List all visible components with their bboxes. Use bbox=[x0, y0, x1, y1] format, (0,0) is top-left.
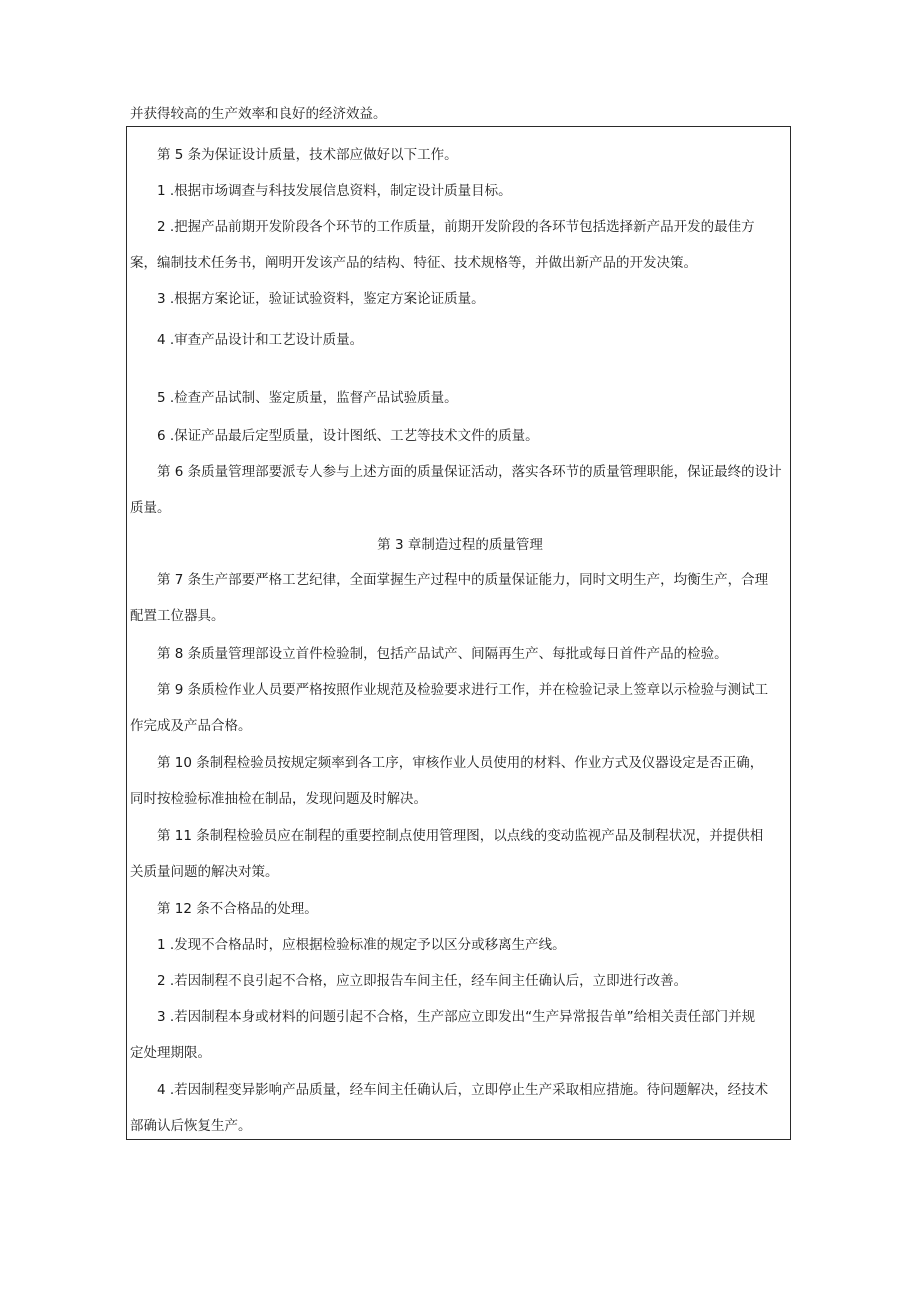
paragraph-line: 6 .保证产品最后定型质量，设计图纸、工艺等技术文件的质量。 bbox=[157, 428, 539, 444]
article-7 bbox=[130, 570, 789, 626]
article-10 bbox=[130, 753, 789, 809]
paragraph-line: 3 .若因制程本身或材料的问题引起不合格，生产部应立即发出“生产异常报告单”给相关责任部门并规 bbox=[157, 1009, 756, 1025]
paragraph-line-continued: 配置工位器具。 bbox=[130, 608, 225, 624]
article-11 bbox=[130, 826, 789, 882]
item-4 bbox=[157, 330, 789, 350]
paragraph-line: 第 9 条质检作业人员要严格按照作业规范及检验要求进行工作，并在检验记录上签章以示检验与测试工 bbox=[157, 682, 769, 698]
paragraph-line: 第 11 条制程检验员应在制程的重要控制点使用管理图，以点线的变动监视产品及制程状况，并提供相 bbox=[157, 828, 764, 844]
item-2 bbox=[130, 217, 789, 273]
article-12 bbox=[157, 899, 789, 919]
paragraph-line: 3 .根据方案论证，验证试验资料，鉴定方案论证质量。 bbox=[157, 291, 485, 307]
paragraph-line: 1 .发现不合格品时，应根据检验标准的规定予以区分或移离生产线。 bbox=[157, 937, 566, 953]
paragraph-line: 2 .把握产品前期开发阶段各个环节的工作质量，前期开发阶段的各环节包括选择新产品开发的最佳方 bbox=[157, 219, 755, 235]
top-continuation-text: 并获得较高的生产效率和良好的经济效益。 bbox=[130, 106, 387, 122]
item-1 bbox=[157, 181, 789, 201]
paragraph-line-continued: 关质量问题的解决对策。 bbox=[130, 864, 279, 880]
paragraph-line: 4 .若因制程变异影响产品质量，经车间主任确认后，立即停止生产采取相应措施。待问题解决，经技术 bbox=[157, 1082, 769, 1098]
item-12-3 bbox=[130, 1007, 789, 1063]
item-12-2 bbox=[157, 971, 789, 991]
article-5 bbox=[157, 145, 789, 165]
paragraph-line-continued: 部确认后恢复生产。 bbox=[130, 1118, 252, 1134]
item-12-1 bbox=[157, 935, 789, 955]
paragraph-line: 1 .根据市场调查与科技发展信息资料，制定设计质量目标。 bbox=[157, 183, 512, 199]
item-3 bbox=[157, 289, 789, 309]
paragraph-line-continued: 同时按检验标准抽检在制品，发现问题及时解决。 bbox=[130, 791, 427, 807]
paragraph-line: 第 7 条生产部要严格工艺纪律，全面掌握生产过程中的质量保证能力，同时文明生产，均衡生产，合理 bbox=[157, 572, 769, 588]
paragraph-line: 5 .检查产品试制、鉴定质量，监督产品试验质量。 bbox=[157, 390, 458, 406]
article-6 bbox=[130, 462, 789, 518]
paragraph-line-continued: 作完成及产品合格。 bbox=[130, 718, 252, 734]
paragraph-line-continued: 案，编制技术任务书，阐明开发该产品的结构、特征、技术规格等，并做出新产品的开发决策。 bbox=[130, 255, 697, 271]
article-8 bbox=[157, 644, 789, 664]
chapter-title: 第 3 章制造过程的质量管理 bbox=[377, 537, 543, 553]
article-9 bbox=[130, 680, 789, 736]
item-6 bbox=[157, 426, 789, 446]
paragraph-line-continued: 质量。 bbox=[130, 500, 171, 516]
paragraph-line: 第 10 条制程检验员按规定频率到各工序，审核作业人员使用的材料、作业方式及仪器设定是否正确， bbox=[157, 755, 764, 771]
paragraph-line: 第 8 条质量管理部设立首件检验制，包括产品试产、间隔再生产、每批或每日首件产品的检验。 bbox=[157, 646, 728, 662]
paragraph-line: 第 5 条为保证设计质量，技术部应做好以下工作。 bbox=[157, 147, 458, 163]
paragraph-line: 第 12 条不合格品的处理。 bbox=[157, 901, 318, 917]
paragraph-line: 2 .若因制程不良引起不合格，应立即报告车间主任，经车间主任确认后，立即进行改善。 bbox=[157, 973, 688, 989]
paragraph-line: 第 6 条质量管理部要派专人参与上述方面的质量保证活动，落实各环节的质量管理职能，保证最终的设计 bbox=[157, 464, 782, 480]
item-5 bbox=[157, 388, 789, 408]
item-12-4 bbox=[130, 1080, 789, 1136]
paragraph-line: 4 .审查产品设计和工艺设计质量。 bbox=[157, 332, 364, 348]
paragraph-line-continued: 定处理期限。 bbox=[130, 1045, 211, 1061]
